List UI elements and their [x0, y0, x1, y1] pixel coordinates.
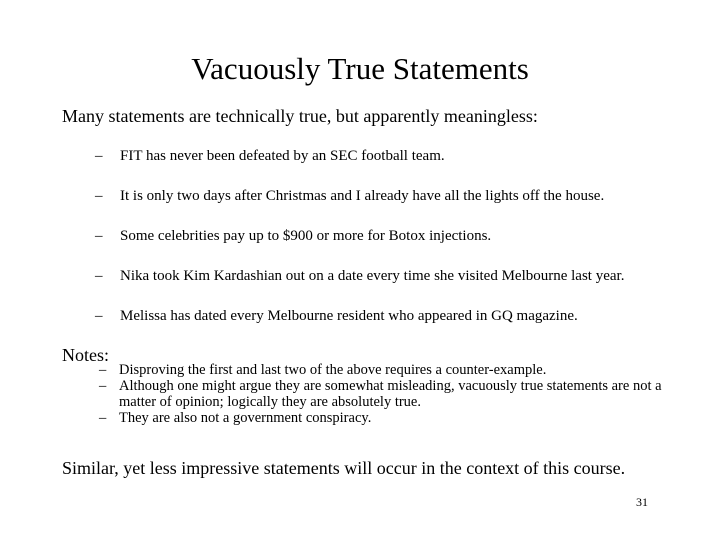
- note-text: Although one might argue they are somewhat misleading, vacuously true statements are not a matter of opinion; logically they are absolutely true.: [119, 378, 662, 410]
- examples-list: [95, 146, 695, 346]
- notes-label: Notes:: [62, 345, 109, 365]
- example-text: Some celebrities pay up to $900 or more for Botox injections.: [120, 228, 492, 244]
- note-text: They are also not a government conspiracy.: [119, 410, 372, 426]
- example-text: Melissa has dated every Melbourne resident who appeared in GQ magazine.: [120, 308, 578, 324]
- note-item: [99, 410, 669, 426]
- slide-title: Vacuously True Statements: [191, 51, 529, 86]
- bullet-dash: –: [99, 362, 107, 378]
- bullet-dash: –: [95, 268, 103, 284]
- list-item: [95, 226, 695, 266]
- bullet-dash: –: [99, 410, 107, 426]
- bullet-dash: –: [95, 308, 103, 324]
- bullet-dash: –: [95, 228, 103, 244]
- bullet-dash: –: [95, 188, 103, 204]
- note-item: [99, 378, 669, 410]
- bullet-dash: –: [99, 378, 107, 394]
- list-item: [95, 266, 695, 306]
- example-text: FIT has never been defeated by an SEC football team.: [120, 148, 445, 164]
- example-text: Nika took Kim Kardashian out on a date every time she visited Melbourne last year.: [120, 268, 625, 284]
- page-number: 31: [636, 495, 648, 509]
- note-item: [99, 362, 669, 378]
- bullet-dash: –: [95, 148, 103, 164]
- list-item: [95, 186, 695, 226]
- list-item: [95, 306, 695, 346]
- example-text: It is only two days after Christmas and I already have all the lights off the house.: [120, 188, 605, 204]
- notes-list: [99, 362, 669, 426]
- closing-text: Similar, yet less impressive statements will occur in the context of this course.: [62, 458, 626, 478]
- intro-text: Many statements are technically true, but apparently meaningless:: [62, 106, 538, 126]
- note-text: Disproving the first and last two of the above requires a counter-example.: [119, 362, 547, 378]
- list-item: [95, 146, 695, 186]
